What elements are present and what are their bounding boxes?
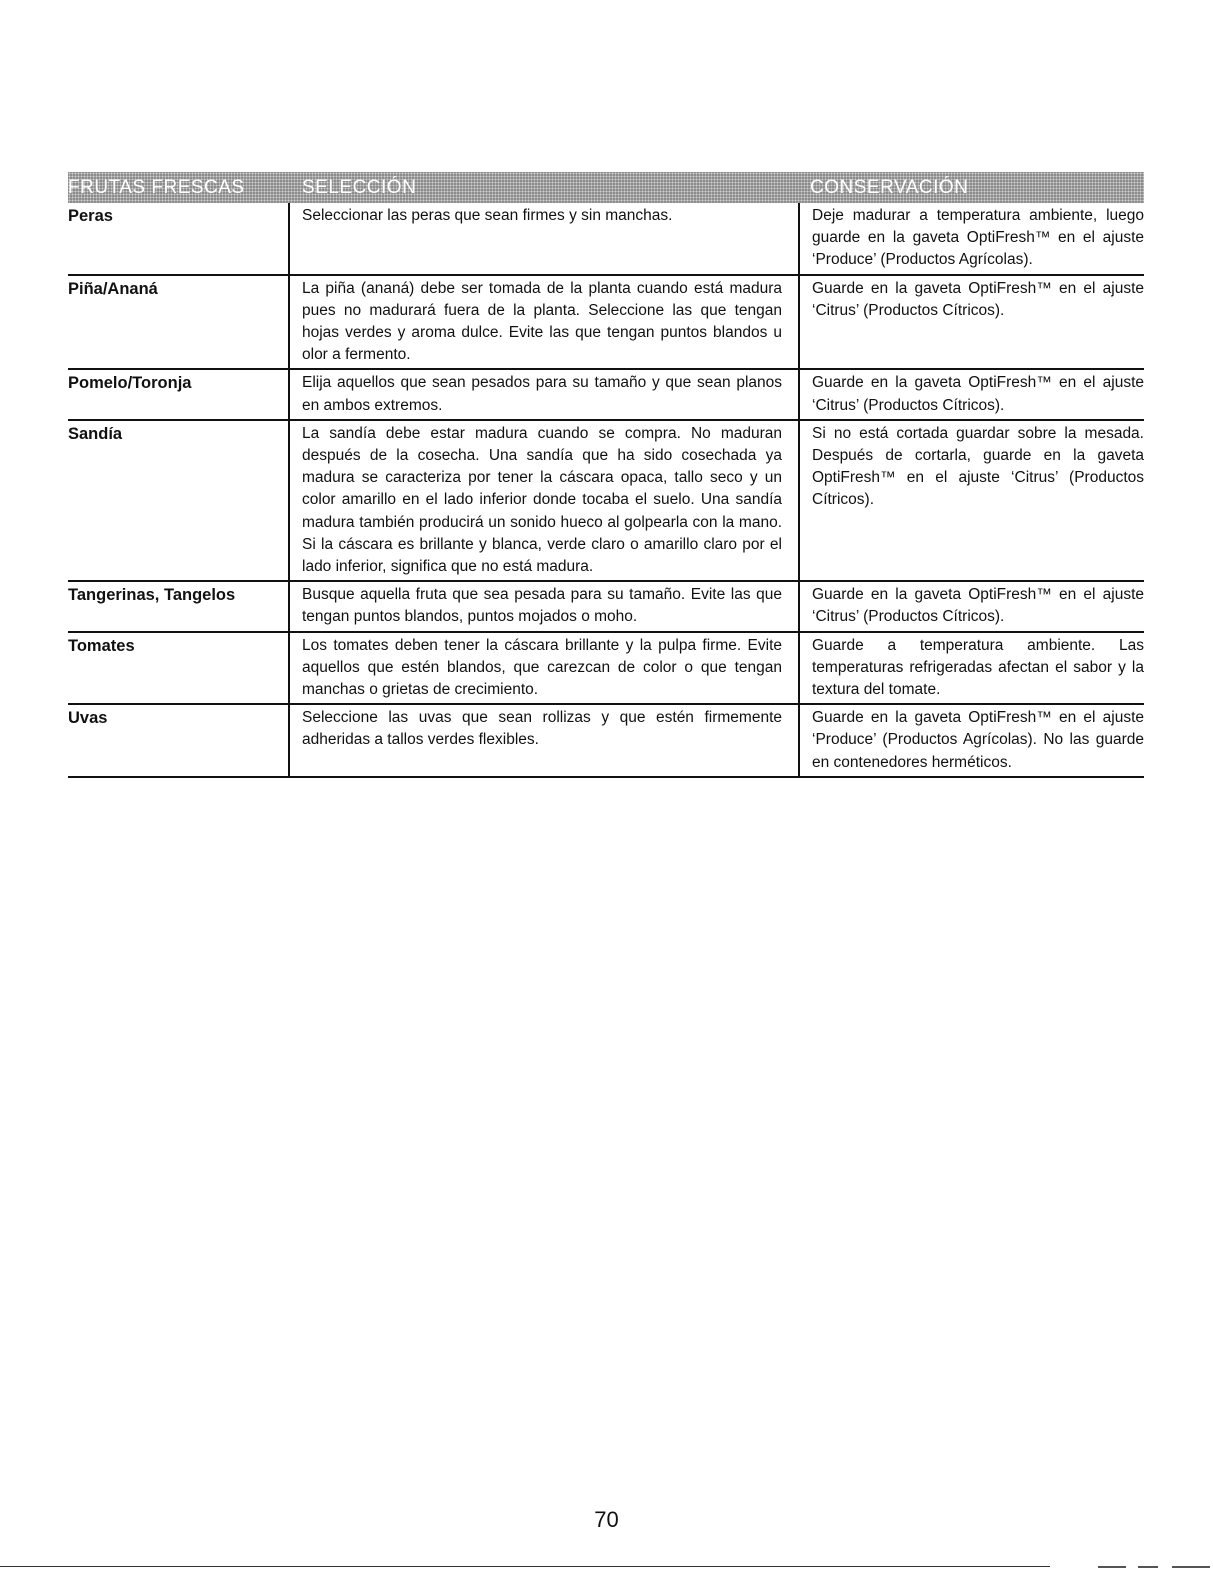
header-storage: CONSERVACIÓN [810, 177, 969, 198]
storage-text: Deje madurar a temperatura ambiente, luego guarde en la gaveta OptiFresh™ en el ajuste ‘Produce’ (Productos Agrícolas). [798, 203, 1144, 274]
storage-text: Guarde en la gaveta OptiFresh™ en el ajuste ‘Citrus’ (Productos Cítricos). [798, 276, 1144, 369]
selection-text: La piña (ananá) debe ser tomada de la planta cuando está madura pues no madurará fuera de la planta. Seleccione las que tengan hojas verdes y aroma dulce. Evite las que tengan puntos blandos u olor a fermento. [288, 276, 798, 369]
storage-text: Guarde en la gaveta OptiFresh™ en el ajuste ‘Citrus’ (Productos Cítricos). [798, 370, 1144, 418]
table-row [68, 633, 1144, 706]
selection-text: La sandía debe estar madura cuando se compra. No maduran después de la cosecha. Una sandía que ha sido cosechada ya madura se caracteriza por tener la cáscara opaca, tallo seco y un color amarillo en el lado inferior donde tocaba el suelo. Una sandía madura también producirá un sonido hueco al golpearla con la mano. Si la cáscara es brillante y blanca, verde claro o amarillo claro por el lado inferior, significa que no está madura. [288, 421, 798, 580]
selection-text: Elija aquellos que sean pesados para su tamaño y que sean planos en ambos extremos. [288, 370, 798, 418]
bottom-mark [1172, 1566, 1210, 1568]
storage-text: Guarde a temperatura ambiente. Las temperaturas refrigeradas afectan el sabor y la textura del tomate. [798, 633, 1144, 704]
table-row [68, 276, 1144, 371]
bottom-mark [1098, 1566, 1126, 1568]
storage-text: Guarde en la gaveta OptiFresh™ en el ajuste ‘Citrus’ (Productos Cítricos). [798, 582, 1144, 630]
table-row [68, 370, 1144, 420]
fruit-name: Uvas [68, 709, 108, 728]
fruit-name: Pomelo/Toronja [68, 374, 192, 393]
fruit-name: Sandía [68, 424, 123, 443]
table-row [68, 705, 1144, 778]
fruit-name: Piña/Ananá [68, 279, 158, 298]
table-header [68, 172, 1144, 203]
header-fruits: FRUTAS FRESCAS [68, 177, 245, 198]
bottom-divider [0, 1566, 1050, 1567]
selection-text: Seleccionar las peras que sean firmes y sin manchas. [288, 203, 798, 274]
table-row [68, 421, 1144, 582]
fruit-storage-table [68, 172, 1144, 778]
fruit-name: Peras [68, 207, 113, 225]
bottom-mark [1138, 1566, 1158, 1568]
selection-text: Busque aquella fruta que sea pesada para su tamaño. Evite las que tengan puntos blandos, puntos mojados o moho. [288, 582, 798, 630]
selection-text: Seleccione las uvas que sean rollizas y que estén firmemente adheridas a tallos verdes flexibles. [288, 705, 798, 776]
page-number: 70 [594, 1507, 619, 1532]
fruit-name: Tangerinas, Tangelos [68, 586, 236, 605]
storage-text: Si no está cortada guardar sobre la mesada. Después de cortarla, guarde en la gaveta OptiFresh™ en el ajuste ‘Citrus’ (Productos Cítricos). [798, 421, 1144, 580]
table-row [68, 203, 1144, 276]
fruit-name: Tomates [68, 636, 135, 655]
header-selection: SELECCIÓN [302, 177, 417, 198]
table-row [68, 582, 1144, 632]
storage-text: Guarde en la gaveta OptiFresh™ en el ajuste ‘Produce’ (Productos Agrícolas). No las guarde en contenedores herméticos. [798, 705, 1144, 776]
selection-text: Los tomates deben tener la cáscara brillante y la pulpa firme. Evite aquellos que estén blandos, que carezcan de color o que tengan manchas o grietas de crecimiento. [288, 633, 798, 704]
